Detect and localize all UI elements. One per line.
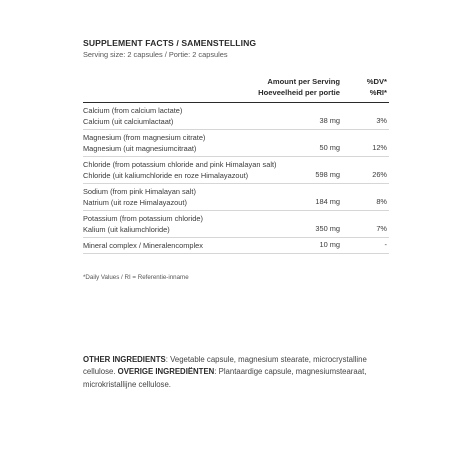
other-ingredients-label-en: OTHER INGREDIENTS (83, 355, 166, 364)
ingredient-name-en: Magnesium (from magnesium citrate) (83, 133, 206, 142)
table-row (83, 238, 389, 254)
ingredient-amount: 184 mg (315, 197, 340, 206)
ingredient-dv: 3% (376, 116, 387, 125)
ingredient-name-nl: Natrium (uit roze Himalayazout) (83, 198, 187, 207)
ingredient-dv: 7% (376, 224, 387, 233)
ingredient-name-nl: Magnesium (uit magnesiumcitraat) (83, 144, 197, 153)
table-row (83, 211, 389, 238)
ingredient-name: Mineral complex / Mineralencomplex (83, 241, 203, 250)
ingredient-name-nl: Kalium (uit kaliumchloride) (83, 225, 170, 234)
ingredient-name-en: Potassium (from potassium chloride) (83, 214, 203, 223)
amount-header-nl: Hoeveelheid per portie (258, 88, 340, 97)
amount-header-en: Amount per Serving (267, 77, 340, 86)
table-row (83, 103, 389, 130)
ingredient-amount: 598 mg (315, 170, 340, 179)
ingredient-dv: 8% (376, 197, 387, 206)
ingredient-amount: 10 mg (319, 240, 340, 249)
daily-values-footnote: *Daily Values / RI = Referentie-inname (83, 274, 189, 281)
other-ingredients-text-nl: : Plantaardige capsule, magnesiumstearaat, microkristallijne cellulose. (83, 367, 367, 389)
ingredient-amount: 350 mg (315, 224, 340, 233)
ingredient-name-en: Sodium (from pink Himalayan salt) (83, 187, 196, 196)
ingredient-name-en: Chloride (from potassium chloride and pink Himalayan salt) (83, 160, 277, 169)
ri-header: %RI* (369, 88, 387, 97)
panel-title: SUPPLEMENT FACTS / SAMENSTELLING (83, 38, 257, 48)
supplement-facts-panel (83, 38, 389, 281)
other-ingredients (83, 354, 383, 391)
other-ingredients-label-nl: OVERIGE INGREDIËNTEN (117, 367, 215, 377)
table-header (83, 76, 389, 103)
table-row (83, 130, 389, 157)
ingredient-name-en: Calcium (from calcium lactate) (83, 106, 183, 115)
ingredient-name-nl: Chloride (uit kaliumchloride en roze Himalayazout) (83, 171, 249, 180)
serving-size: Serving size: 2 capsules / Portie: 2 capsules (83, 50, 228, 59)
ingredient-dv: 26% (372, 170, 387, 179)
table-row (83, 184, 389, 211)
ingredient-name-nl: Calcium (uit calciumlactaat) (83, 117, 174, 126)
ingredient-dv: 12% (372, 143, 387, 152)
ingredient-amount: 38 mg (319, 116, 340, 125)
table-row (83, 157, 389, 184)
ingredient-dv: - (384, 240, 387, 249)
dv-header: %DV* (366, 77, 387, 86)
other-ingredients-text-en: : Vegetable capsule, magnesium stearate, microcrystalline cellulose. (83, 355, 367, 377)
ingredient-amount: 50 mg (319, 143, 340, 152)
